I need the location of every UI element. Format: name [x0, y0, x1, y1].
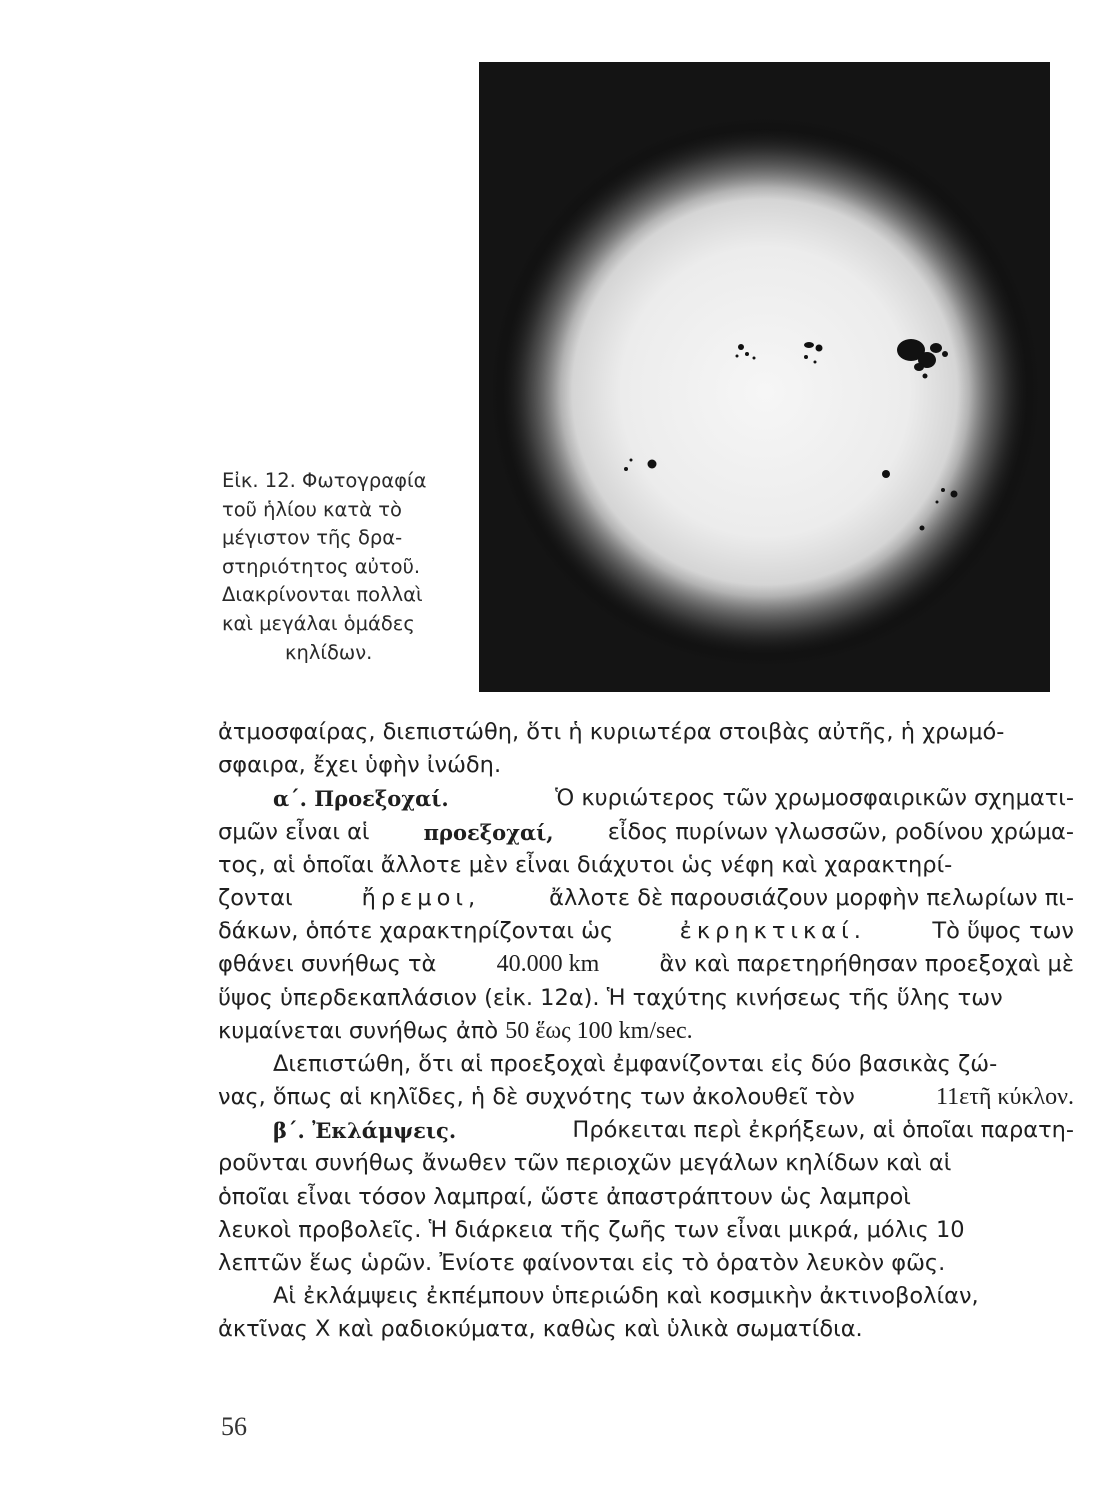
text-run: δάκων, ὁπότε χαρακτηρίζονται ὡς [218, 918, 614, 945]
text-line [218, 1313, 1074, 1346]
text-line [218, 948, 1074, 981]
sun-photograph [479, 62, 1050, 692]
text-run: ἀκτῖνας Χ καὶ ραδιοκύματα, καθὼς καὶ ὑλικὰ σωματίδια. [218, 1316, 863, 1343]
text-line [218, 849, 1074, 882]
text-line [218, 716, 1074, 749]
text-run: ἂν καὶ παρετηρήθησαν προεξοχαὶ μὲ [659, 951, 1074, 978]
text-run: νας, ὅπως αἱ κηλῖδες, ἡ δὲ συχνότης των ἀκολουθεῖ τὸν [218, 1084, 855, 1111]
text-line [218, 982, 1074, 1015]
text-run: ὁποῖαι εἶναι τόσον λαμπραί, ὥστε ἀπαστράπτουν ὡς λαμπροὶ [218, 1183, 911, 1210]
page-number: 56 [221, 1412, 247, 1441]
text-line [218, 1015, 1074, 1048]
text-line [218, 1081, 1074, 1114]
caption-line: κηλίδων. [285, 640, 373, 664]
text-line [218, 915, 1074, 948]
body-text [218, 716, 1074, 1347]
numeric-value: 50 ἕως 100 km/sec. [505, 1017, 693, 1044]
text-run: ὕψος ὑπερδεκαπλάσιον (εἰκ. 12α). Ἡ ταχύτης κινήσεως τῆς ὕλης των [218, 984, 1003, 1011]
spaced-term: ἤρεμοι, [361, 884, 481, 911]
numeric-value: 11ετῆ κύκλον. [936, 1084, 1074, 1111]
text-run: ἄλλοτε δὲ παρουσιάζουν μορφὴν πελωρίων πι- [549, 884, 1074, 911]
text-line [218, 1214, 1074, 1247]
sun-photo-svg [479, 62, 1050, 692]
figure-caption [222, 467, 462, 667]
caption-line: καὶ μεγάλαι ὁμάδες [222, 611, 415, 635]
text-run: Τὸ ὕψος των [932, 918, 1074, 945]
text-line [218, 816, 1074, 849]
text-line [218, 1048, 1074, 1081]
text-run: εἶδος πυρίνων γλωσσῶν, ροδίνου χρώμα- [607, 818, 1074, 845]
section-heading-line [218, 782, 1074, 815]
text-run: κυμαίνεται συνήθως ἀπὸ [218, 1017, 499, 1044]
text-line [218, 1147, 1074, 1180]
section-heading-line [218, 1114, 1074, 1147]
text-run: Ὁ κυριώτερος τῶν χρωμοσφαιρικῶν σχηματι- [555, 785, 1074, 812]
caption-line: στηριότητος αὐτοῦ. [222, 554, 421, 578]
text-run: ἀτμοσφαίρας, διεπιστώθη, ὅτι ἡ κυριωτέρα στοιβὰς αὐτῆς, ἡ χρωμό- [218, 719, 1005, 745]
caption-line: Εἰκ. 12. Φωτογραφία [222, 469, 427, 492]
text-run: σφαιρα, ἔχει ὑφὴν ἰνώδη. [218, 752, 502, 779]
bold-term: προεξοχαί, [423, 819, 554, 845]
text-run: Διεπιστώθη, ὅτι αἱ προεξοχαὶ ἐμφανίζονται εἰς δύο βασικὰς ζώ- [273, 1050, 998, 1077]
text-run: ροῦνται συνήθως ἄνωθεν τῶν περιοχῶν μεγάλων κηλίδων καὶ αἱ [218, 1150, 952, 1177]
spaced-term: ἐκρηκτικαί. [679, 918, 866, 945]
text-run: λεπτῶν ἕως ὡρῶν. Ἐνίοτε φαίνονται εἰς τὸ ὁρατὸν λευκὸν φῶς. [218, 1250, 946, 1276]
text-run: Πρόκειται περὶ ἐκρήξεων, αἱ ὁποῖαι παρατη- [572, 1117, 1074, 1144]
text-run: λευκοὶ προβολεῖς. Ἡ διάρκεια τῆς ζωῆς των εἶναι μικρά, μόλις 10 [218, 1216, 965, 1243]
limb-darkening [490, 117, 1040, 667]
text-line [218, 882, 1074, 915]
text-line [218, 1181, 1074, 1214]
text-run: σμῶν εἶναι αἱ [218, 818, 370, 845]
section-heading-flares: β΄. Ἐκλάμψεις. [273, 1118, 457, 1144]
text-run: φθάνει συνήθως τὰ [218, 951, 437, 978]
text-run: Αἱ ἐκλάμψεις ἐκπέμπουν ὑπεριώδη καὶ κοσμικὴν ἀκτινοβολίαν, [273, 1283, 979, 1310]
text-line [218, 1247, 1074, 1280]
caption-line: μέγιστον τῆς δρα- [222, 526, 403, 550]
text-run: ζονται [218, 884, 293, 911]
section-heading-prominences: α΄. Προεξοχαί. [273, 786, 449, 812]
caption-line: Διακρίνονται πολλαὶ [222, 583, 423, 607]
caption-line: τοῦ ἡλίου κατὰ τὸ [222, 497, 402, 521]
text-run: τος, αἱ ὁποῖαι ἄλλοτε μὲν εἶναι διάχυτοι ὡς νέφη καὶ χαρακτηρί- [218, 851, 953, 878]
numeric-value: 40.000 km [496, 951, 600, 978]
text-line [218, 1280, 1074, 1313]
text-line [218, 749, 1074, 782]
